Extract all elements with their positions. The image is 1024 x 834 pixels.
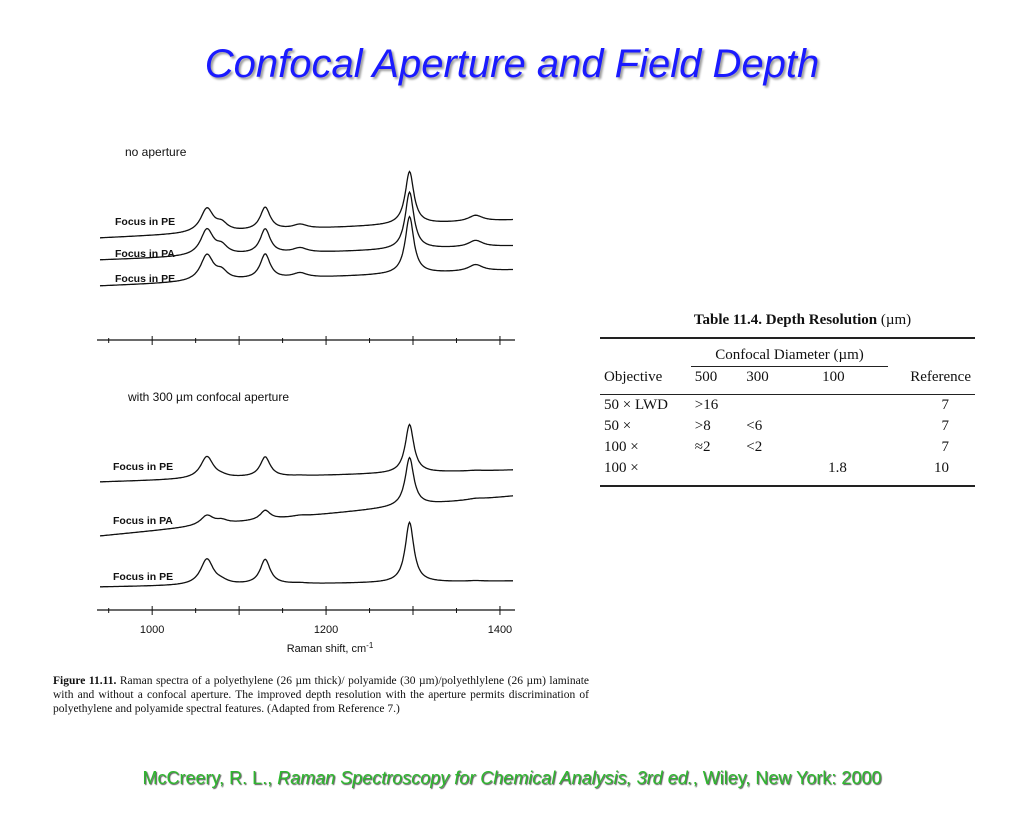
- table-cell: 7: [941, 397, 949, 413]
- depth-resolution-table: [600, 337, 975, 487]
- table-cell: 7: [941, 418, 949, 434]
- table-cell: >16: [694, 397, 719, 413]
- panel-label-no-aperture: no aperture: [125, 145, 187, 159]
- figure-caption-label: Figure 11.11.: [53, 675, 117, 687]
- table-cell: 50 × LWD: [604, 397, 668, 413]
- table-cell: 100 ×: [604, 460, 639, 476]
- column-header: 100: [822, 369, 845, 385]
- raman-spectra-figure: [95, 110, 525, 660]
- table-cell: <6: [746, 418, 763, 434]
- table-row: [600, 395, 975, 417]
- table-title: [630, 312, 975, 329]
- series-label: Focus in PA: [113, 515, 173, 527]
- table-cell: [792, 437, 888, 458]
- series-label: Focus in PE: [113, 461, 174, 473]
- column-header: Objective: [604, 368, 663, 385]
- panel-label-confocal-aperture: with 300 µm confocal aperture: [128, 390, 289, 404]
- table-cell: 7: [941, 439, 949, 455]
- table-row: [600, 416, 975, 437]
- table-cell: [792, 416, 888, 437]
- source-citation: [0, 768, 1024, 789]
- table-cell: 50 ×: [604, 418, 632, 434]
- figure-caption: [53, 674, 589, 716]
- table-group-header-row: [600, 345, 975, 367]
- column-header: 500: [694, 369, 718, 385]
- table-cell: ≈2: [694, 439, 711, 455]
- figure-caption-text: Raman spectra of a polyethylene (26 µm thick)/ polyamide (30 µm)/polyethlylene (26 µm) laminate with and without a confocal aperture. The improved depth resolution with the aperture permits discrimination of polyethylene and polyamide spectral features. (Adapted from Reference 7.): [53, 675, 589, 715]
- x-tick-label: 1200: [313, 624, 339, 636]
- spectra-panel-no-aperture: [97, 145, 515, 345]
- spectra-panel-confocal-aperture: [97, 390, 515, 615]
- x-axis-label: Raman shift, $cm^{-1}$: [286, 641, 374, 655]
- table-cell: [742, 458, 792, 479]
- column-header: Reference: [910, 368, 971, 385]
- table-cell: [792, 395, 888, 417]
- table-row: [600, 437, 975, 458]
- series-label: Focus in PE: [115, 273, 176, 285]
- table-title-bold: Table 11.4. Depth Resolution: [693, 312, 878, 328]
- table-cell: [691, 458, 742, 479]
- series-label: Focus in PA: [115, 248, 175, 260]
- table-cell: 1.8: [828, 460, 847, 476]
- table-title-unit: (µm): [877, 312, 912, 328]
- table-cell: >8: [694, 418, 711, 434]
- x-tick-label: 1400: [487, 624, 513, 636]
- depth-resolution-table-block: [600, 312, 975, 487]
- column-header: 300: [746, 369, 769, 385]
- series-label: Focus in PE: [113, 571, 174, 583]
- table-row: [600, 458, 975, 479]
- table-cell: <2: [746, 439, 763, 455]
- spectrum-line: [100, 425, 513, 482]
- citation-publisher: , Wiley, New York: 2000: [692, 768, 882, 788]
- citation-book-title: Raman Spectroscopy for Chemical Analysis, 3rd ed.: [277, 768, 693, 788]
- x-tick-label: 1000: [139, 624, 165, 636]
- slide-title: Confocal Aperture and Field Depth: [204, 42, 820, 86]
- table-header-row: [600, 367, 975, 389]
- table-cell: [742, 395, 792, 417]
- series-label: Focus in PE: [115, 216, 176, 228]
- table-cell: 10: [934, 460, 949, 476]
- table-cell: 100 ×: [604, 439, 639, 455]
- citation-author: McCreery, R. L.,: [142, 768, 278, 788]
- table-group-header: Confocal Diameter (µm): [691, 345, 888, 367]
